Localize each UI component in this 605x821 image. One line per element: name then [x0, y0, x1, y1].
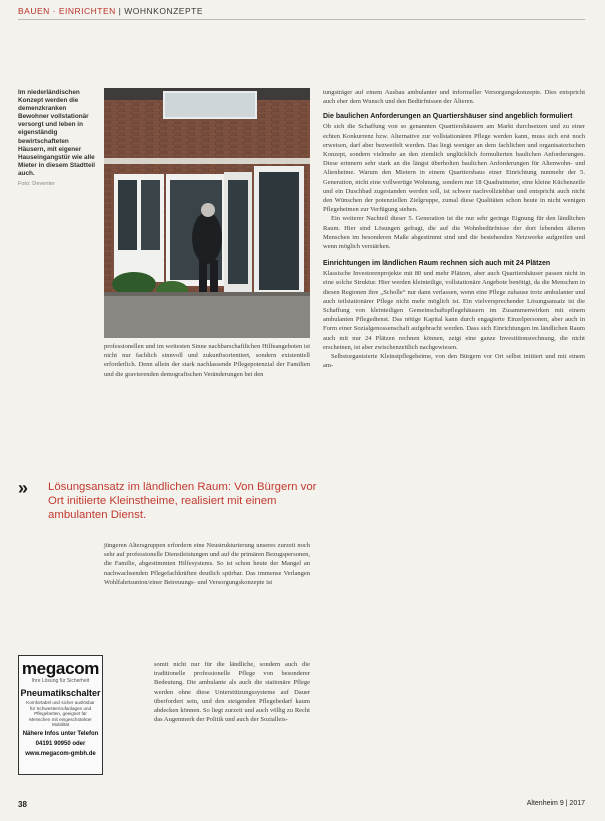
article-photo [104, 88, 310, 338]
subheading: Einrichtungen im ländlichen Raum rechnen sich auch mit 24 Plätzen [323, 260, 551, 268]
ad-description: Komfortabel und sicher auslösbar für Schwesternrufanlagen und Pflegebetten, geeignet für Menschen mit eingeschränkter Mobilität [26, 700, 95, 728]
quote-mark-icon: » [18, 478, 29, 498]
ad-url: www.megacom-gmbh.de [25, 750, 96, 757]
publication-info: Altenheim 9 | 2017 [526, 800, 585, 807]
ad-product: Pneumatikschalter [20, 688, 101, 698]
subheading: Die baulichen Anforderungen an Quartiershäuser sind angeblich formuliert [323, 113, 573, 121]
ad-tagline: Ihre Lösung für Sicherheit [31, 678, 90, 684]
header-rule [18, 19, 585, 20]
ad-brand: megacom [21, 659, 100, 678]
header-separator: | [118, 6, 122, 16]
middle-column-lower [154, 660, 310, 724]
photo-illustration [104, 88, 310, 338]
subsection-label: WOHNKONZEPTE [124, 6, 203, 16]
photo-credit: Foto: Deventer [18, 181, 55, 188]
photo-caption [18, 89, 96, 188]
pull-quote-text: Lösungsansatz im ländlichen Raum: Von Bürgern vor Ort initiierte Kleinstheime, realisiert mit einem ambulanten Dienst. [48, 481, 317, 521]
ad-info: Nähere Infos unter Telefon [22, 730, 99, 737]
right-column [323, 88, 585, 370]
ad-phone: 04191 90950 oder [35, 740, 86, 747]
middle-column-upper [104, 541, 310, 587]
caption-text: Im niederländischen Konzept werden die demenzkranken Bewohner vollstationär versorgt und leben in eigenständig bewirtschafteten Häusern, mit eigener Hauseingangstür wie alle Mieter in diesem Stadtteil auch. [18, 89, 96, 177]
section-header [18, 6, 203, 16]
paragraph: jüngeren Altersgruppen erfordern eine Neustrukturierung unseres zurzeit noch sehr auf professionelle Dienstleistungen und auf die primären Bezugspersonen, die Familie, abgestimmten Hilfesystems. So ist schon heute der Mangel an nachwachsenden Pflegefachkräften deutlich spürbar. Das immense Verlangen Wohlfahrtsunion/einer Betreuungs- und Versorgungskonzepte ist [104, 542, 310, 586]
pull-quote [18, 480, 318, 522]
advertisement [18, 655, 103, 775]
paragraph: Selbstorganisierte Kleinstpflegeheime, von den Bürgern vor Ort selbst initiiert und mit einem am- [323, 353, 585, 370]
paragraph: Ob sich die Schaffung von so genannten Quartiershäusern am Markt durchsetzen und zu einer echten Konkurrenz bzw. Alternative zur vollstationären Pflege werden kann, muss sich erst noch erweisen, darf aber bezweifelt werden. Das liegt weniger an dem fachlichen und organisatorischen Konzept, sondern vielmehr an den ziemlich unglücklich formulierten baulichen Anforderungen. Diese erinnern sehr stark an die längst überholten baulichen Anforderungen für Altenwohn- und Altenheime. Warum den Mietern in einem Quartiershaus einer Einrichtung nunmehr der 5. Generation, nicht eine vollwertige Wohnung, sondern nur 18 Quadratmeter, eine kleine Küchenzeile und ein Duschbad zugestanden werden soll, ist schwer nachvollziehbar und entspricht auch nicht den Wünschen der potenziellen Zielgruppe, zumal diese Qualitäten schon heute in nicht wenigen Pflegeheimen zur Verfügung stehen. [323, 123, 585, 214]
paragraph: tungsträger auf einem Ausbau ambulanter und informeller Versorgungskonzepte. Dies entspricht auch eher dem Wunsch und den Bedürfnissen der Älteren. [323, 89, 585, 106]
paragraph: Klassische Investorenprojekte mit 80 und mehr Plätzen, aber auch Quartiershäuser passen nicht in eine solche Struktur. Hier werden kleinteilige, vollstationäre Angebote benötigt, da die Menschen in diesen Regionen ihre „Scholle“ nur dann verlassen, wenn eine Pflege zuhause trotz ambulanter und auch teilstationärer Pflege nicht mehr möglich ist. Ein vielversprechender Lösungsansatz ist die Schaffung von kleinteiligen Gemeinschaftspflegehäusern im Zusammenwirken mit einem ambulanten Pflegedienst. Das nötige Kapital kann durch engagierte Einzelpersonen, aber auch in Form einer Sozialgenossenschaft aufgebracht werden. Dass sich Einrichtungen im ländlichen Raum auch mit nur 24 Plätzen rechnen können, zeigt eine ganze Investitionsrechnung, die nicht erscheinen, ist aber zwischenzeitlich nachgewiesen. [323, 270, 585, 351]
left-column-text [104, 342, 310, 379]
paragraph: somit nicht nur für die ländliche, sondern auch die traditionelle professionelle Pflege von besonderer Bedeutung. Die ambulante als auch die stationäre Pflege werden ohne diese Unterstützungssysteme auf Dauer überfordert sein, und den steigenden Pflegebedarf kaum abdecken können. So liegt zurzeit und auch völlig zu Recht das Augenmerk der Politik und auch der Sozialleis- [154, 661, 310, 724]
page-number: 38 [18, 800, 27, 809]
section-label: BAUEN · EINRICHTEN [18, 6, 116, 16]
paragraph: professionellen und im weitesten Sinne nachbarschaftlichen Hilfeangeboten ist nicht nur fachlich sinnvoll und zukunftsorientiert, sondern existentiell erforderlich. Denn allein der stark nachlassende Pflegepotenzial der Familien und die gravierenden demografischen Veränderungen bei den [104, 343, 310, 378]
paragraph: Ein weiterer Nachteil dieser 5. Generation ist die nur sehr geringe Eignung für den ländlichen Raum. Hier sind Lösungen gefragt, die auf die Wohnbedürfnisse der dort lebenden älteren Menschen im besonderen Maße abgestimmt sind und die bestehenden Netzwerke aufgreifen und wenn möglich verstärken. [323, 215, 585, 251]
